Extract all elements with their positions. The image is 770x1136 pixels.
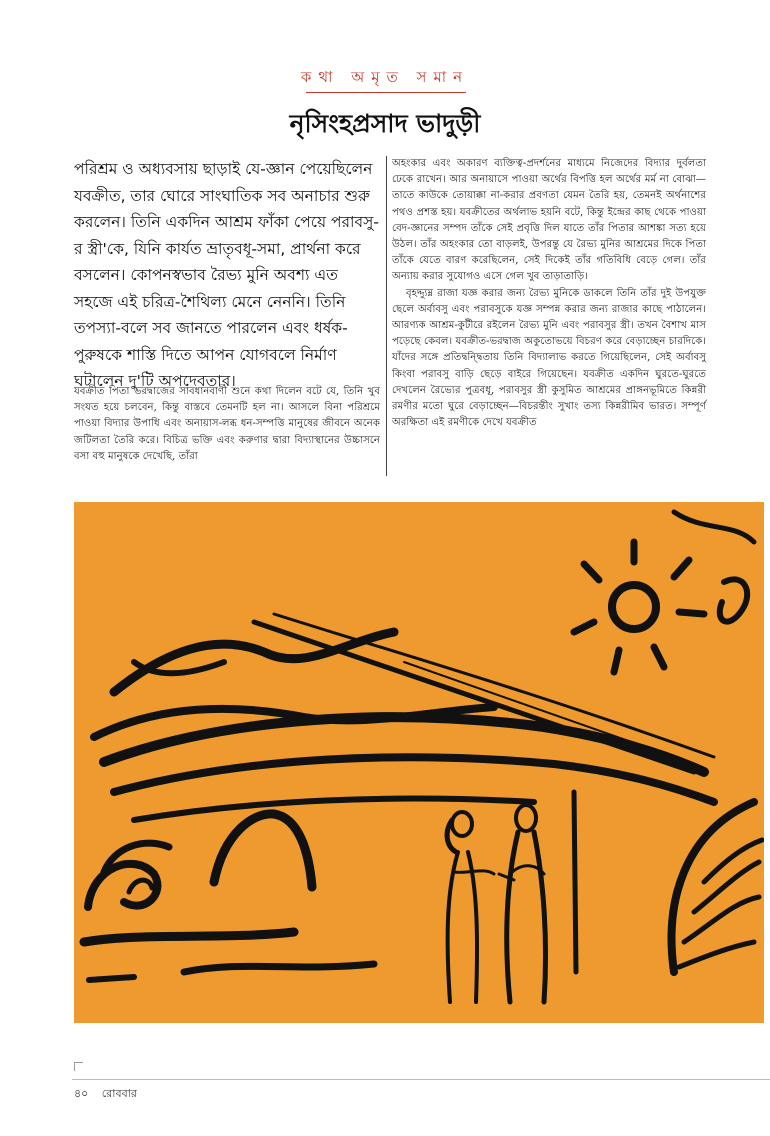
ink-illustration	[74, 502, 764, 1023]
illustration-drawing	[74, 502, 764, 1023]
right-paragraph-1: অহংকার এবং অকারণ ব্যক্তিত্ব-প্রদর্শনের মাধ্যমে নিজেদের বিদ্যার দুর্বলতা ঢেকে রাখেন। আর অনায়াসে পাওয়া অর্থের বিপত্তি হল অর্থের মর্ম না বোঝা—তাতে কাউকে তোয়াক্কা না-করার প্রবণতা যেমন তৈরি হয়, তেমনই অর্থনাশের পথও প্রশস্ত হয়। যবক্রীতের অর্থলাভ হয়নি বটে, কিন্তু ইন্দ্রের কাছ থেকে পাওয়া বেদ-জ্ঞানের সম্পদ তাঁকে সেই প্রবৃত্তি দিল যাতে তাঁর পিতার আশঙ্কা সত্য হয়ে উঠল। তাঁর অহংকার তো বাড়লই, উপরন্তু যে রৈভ্য মুনির আশ্রমের দিকে পিতা তাঁকে যেতে বারণ করেছিলেন, সেই দিকেই তাঁর গতিবিধি বেড়ে গেল। তাঁর অন্যায় করার সুযোগও এসে গেল খুব তাড়াতাড়ি।	[392, 158, 706, 283]
footer-rule	[72, 1079, 770, 1080]
left-paragraph: যবক্রীত পিতা ভরদ্বাজের সাবধানবাণী শুনে কথা দিলেন বটে যে, তিনি খুব সংযত হয়ে চলবেন, কিন্তু বাস্তবে তেমনটি হল না। আসলে বিনা পরিশ্রমে পাওয়া বিদ্যার উপাধি এবং অনায়াস-লব্ধ ধন-সম্পত্তি মানুষের জীবনে অনেক জটিলতা তৈরি করে। বিচিত্র ভক্তি এবং করুণার দ্বারা বিদ্যাস্থানের উচ্চাসনে বসা বহু মানুষকে দেখেছি, তাঁরা	[74, 386, 380, 462]
series-title: কথা অমৃত সমান	[300, 68, 470, 86]
crop-mark	[74, 1062, 83, 1071]
page-number: ৪০	[74, 1087, 89, 1100]
right-column-body	[392, 156, 706, 431]
right-paragraph-2: বৃহদ্দ্যুম্ন রাজা যজ্ঞ করার জন্য রৈভ্য মুনিকে ডাকলে তিনি তাঁর দুই উপযুক্ত ছেলে অর্বাবসু এবং পরাবসুকে যজ্ঞ সম্পন্ন করার জন্য রাজার কাছে পাঠালেন। আরণ্যক আশ্রম-কুটীরে রইলেন রৈভ্য মুনি এবং পরাবসুর স্ত্রী। তখন বৈশাখ মাস পড়েছে কেবল। যবক্রীত-ভরদ্বাজ অকুতোভয়ে বিচরণ করে বেড়াচ্ছেন চারদিকে। যাঁদের সঙ্গে প্রতিদ্বন্দ্বিতায় তিনি বিদ্যালাভ করতে গিয়েছিলেন, সেই অর্বাবসু কিংবা পরাবসু বাড়ি ছেড়ে বাইরে গিয়েছেন। যবক্রীত একদিন ঘুরতে-ঘুরতে দেখলেন রৈভ্যের পুত্রবধূ, পরাবসুর স্ত্রী কুসুমিত আশ্রমের প্রাঙ্গনভূমিতে কিন্নরী রমণীর মতো ঘুরে বেড়াচ্ছেন—বিচরন্তীং সুখাং তস্য কিন্নরীমিব ভারত। সম্পূর্ণ অরক্ষিতা এই রমণীকে দেখে যবক্রীত	[392, 287, 706, 429]
magazine-name: রোববার	[101, 1087, 137, 1100]
series-underline	[306, 92, 466, 93]
pull-quote: পরিশ্রম ও অধ্যবসায় ছাড়াই যে-জ্ঞান পেয়েছিলেন যবক্রীত, তার ঘোরে সাংঘাতিক সব অনাচার শুরু করলেন। তিনি একদিন আশ্রম ফাঁকা পেয়ে পরাবসু-র স্ত্রী'কে, যিনি কার্যত ভ্রাতৃবধূ-সমা, প্রার্থনা করে বসলেন। কোপনস্বভাব রৈভ্য মুনি অবশ্য এত সহজে এই চরিত্র-শৈথিল্য মেনে নেননি। তিনি তপস্যা-বলে সব জানতে পারলেন এবং ধর্ষক-পুরুষকে শাস্তি দিতে আপন যোগবলে নির্মাণ ঘটালেন দু'টি অপদেবতার।	[74, 160, 380, 390]
column-divider	[386, 156, 387, 476]
author-name: নৃসিংহপ্রসাদ ভাদুড়ী	[289, 109, 481, 138]
page-footer	[74, 1085, 147, 1104]
left-column-body	[74, 384, 380, 465]
